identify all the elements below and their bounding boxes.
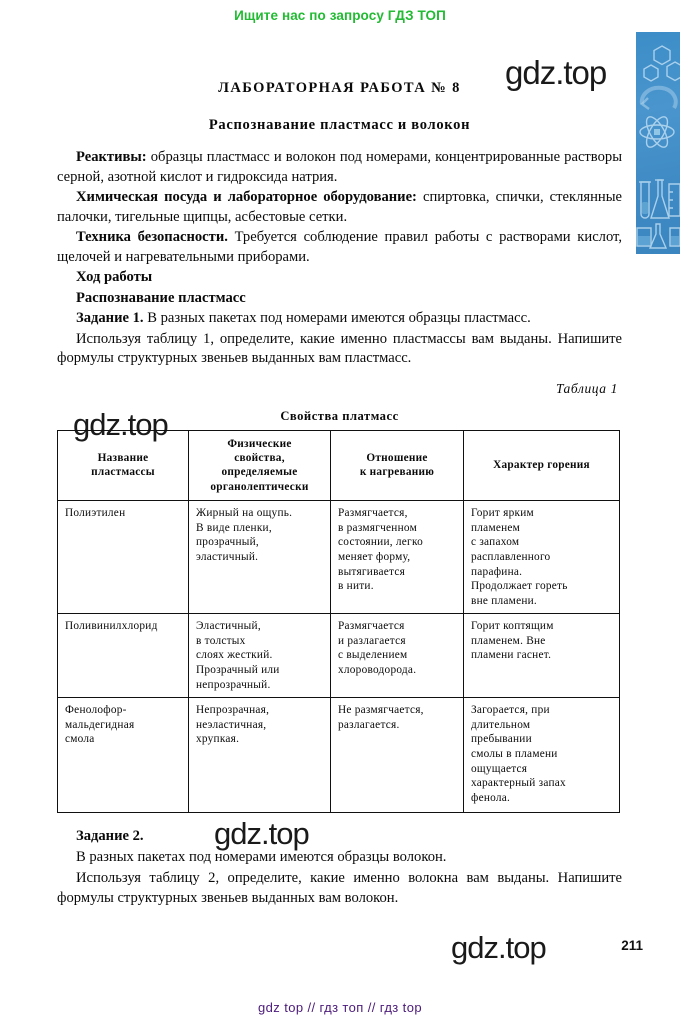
table-row [58, 501, 620, 614]
header-line: определяемые [221, 466, 298, 479]
cell-line: Поливинилхлорид [65, 620, 158, 633]
cell-line: Размягчается [338, 620, 405, 633]
cell-line: Не размягчается, [338, 704, 424, 717]
cell-line: смола [65, 733, 95, 746]
cell-line: разлагается. [338, 718, 400, 731]
paragraph-reagents [57, 148, 622, 187]
cell-physical [189, 614, 331, 698]
column-header-physical-properties [189, 430, 331, 501]
cell-line: Фенолофор- [65, 704, 127, 717]
header-line: Название [97, 451, 149, 464]
task-1-label: Задание 1. [76, 310, 144, 326]
cell-line: непрозрачный. [196, 678, 271, 691]
cell-line: В виде пленки, [196, 521, 272, 534]
header-line: Характер горения [493, 459, 590, 472]
column-header-heating [331, 430, 464, 501]
cell-line: характерный запах [471, 777, 566, 790]
table-number-label: Таблица 1 [555, 380, 618, 396]
paragraph-safety [57, 228, 622, 267]
cell-line: смолы в пламени [471, 748, 558, 761]
cell-line: мальдегидная [65, 718, 135, 731]
table-header-row [58, 430, 620, 501]
cell-line: пламени гаснет. [471, 649, 552, 662]
paragraph-label: Техника безопасности. [76, 229, 228, 245]
cell-burning [464, 501, 620, 614]
cell-line: Полиэтилен [65, 507, 126, 520]
task-2-block [57, 826, 622, 908]
paragraph-equipment [57, 188, 622, 227]
cell-line: Размягчается, [338, 507, 408, 520]
header-line: свойства, [234, 451, 285, 464]
cell-line: фенола. [471, 791, 511, 804]
cell-line: с выделением [338, 649, 408, 662]
cell-burning [464, 698, 620, 813]
paragraph-text: спиртовка, спички, стеклянные палочки, тигельные щипцы, асбестовые сетки. [57, 189, 623, 225]
paragraph-text: образцы пластмасс и волокон под номерами, концентрированные растворы серной, азотной кислот и гидроксида натрия. [57, 149, 622, 185]
heading-section-text: Распознавание пластмасс [76, 289, 246, 306]
cell-line: в нити. [338, 580, 374, 593]
cell-line: длительном [471, 718, 531, 731]
task-1-text: В разных пакетах под номерами имеются образцы пластмасс. [143, 310, 531, 326]
heading-procedure-text: Ход работы [76, 269, 153, 285]
cell-line: вытягивается [338, 565, 406, 578]
task-1-instruction: Используя таблицу 1, определите, какие именно пластмассы вам выданы. Напишите формулы структурных звеньев выданных вам пластмасс. [57, 330, 622, 366]
task-1 [57, 309, 622, 329]
task-2-line-2: Используя таблицу 2, определите, какие именно волокна вам выданы. Напишите формулы структурных звеньев выданных вам волокон. [57, 870, 622, 907]
cell-line: хлороводорода. [338, 664, 417, 677]
cell-line: в размягченном [338, 521, 417, 534]
plastics-properties-table [57, 430, 620, 814]
cell-name [58, 501, 189, 614]
cell-line: Непрозрачная, [196, 704, 270, 717]
cell-line: ощущается [471, 762, 528, 775]
cell-line: эластичный. [196, 550, 259, 563]
paragraph-label: Реактивы: [76, 149, 147, 165]
cell-line: прозрачный, [196, 536, 259, 549]
cell-line: вне пламени. [471, 594, 537, 607]
page-number: 211 [621, 938, 643, 953]
footer-text: gdz top // гдз топ // гдз top [258, 1000, 422, 1015]
cell-line: расплавленного [471, 550, 551, 563]
task-2-line-1: В разных пакетах под номерами имеются образцы волокон. [76, 849, 447, 866]
cell-line: Прозрачный или [196, 664, 280, 677]
watermark-logo: gdz.top [505, 54, 607, 91]
header-line: органолептически [210, 480, 309, 493]
cell-line: Эластичный, [196, 620, 261, 633]
table-row [58, 614, 620, 698]
footer [0, 1000, 680, 1015]
cell-line: слоях жесткий. [196, 649, 273, 662]
paragraph-label: Химическая посуда и лабораторное оборудование: [76, 189, 417, 205]
cell-line: меняет форму, [338, 550, 411, 563]
cell-line: парафина. [471, 565, 523, 578]
watermark-logo: gdz.top [451, 930, 546, 965]
header-line: пластмассы [91, 466, 155, 479]
cell-heating [331, 501, 464, 614]
cell-physical [189, 501, 331, 614]
cell-line: с запахом [471, 536, 520, 549]
page-title: ЛАБОРАТОРНАЯ РАБОТА № 8 [218, 80, 461, 96]
cell-physical [189, 698, 331, 813]
cell-burning [464, 614, 620, 698]
cell-heating [331, 614, 464, 698]
cell-line: в толстых [196, 634, 246, 647]
header-line: к нагреванию [359, 466, 435, 479]
cell-heating [331, 698, 464, 813]
cell-line: пламенем [471, 521, 521, 534]
column-header-burning [464, 430, 620, 501]
paragraph-text: Требуется соблюдение правил работы с растворами кислот, щелочей и нагревательными приборами. [57, 229, 622, 265]
cell-line: пламенем. Вне [471, 634, 546, 647]
cell-line: Загорается, при [471, 704, 550, 717]
cell-line: Горит коптящим [471, 620, 554, 633]
document-content [57, 80, 622, 909]
column-header-name [58, 430, 189, 501]
cell-name [58, 698, 189, 813]
task-2-label: Задание 2. [76, 828, 144, 845]
table-row [58, 698, 620, 813]
header-line: Физические [227, 437, 292, 450]
watermark-logo: gdz.top [73, 407, 168, 442]
cell-name [58, 614, 189, 698]
cell-line: хрупкая. [196, 733, 240, 746]
cell-line: Продолжает гореть [471, 580, 568, 593]
table-caption: Свойства платмасс [280, 408, 399, 423]
cell-line: пребывании [471, 733, 532, 746]
banner-text: Ищите нас по запросу ГДЗ ТОП [234, 7, 446, 23]
cell-line: состоянии, легко [338, 536, 424, 549]
cell-line: Горит ярким [471, 507, 534, 520]
watermark-logo: gdz.top [214, 816, 309, 851]
cell-line: неэластичная, [196, 718, 267, 731]
cell-line: Жирный на ощупь. [196, 507, 293, 520]
heading-section [57, 289, 622, 309]
task-2-label-row [57, 826, 622, 846]
heading-procedure [57, 268, 622, 288]
spacer [57, 370, 622, 381]
header-line: Отношение [366, 451, 428, 464]
page-subtitle: Распознавание пластмасс и волокон [208, 117, 471, 133]
cell-line: и разлагается [338, 634, 406, 647]
